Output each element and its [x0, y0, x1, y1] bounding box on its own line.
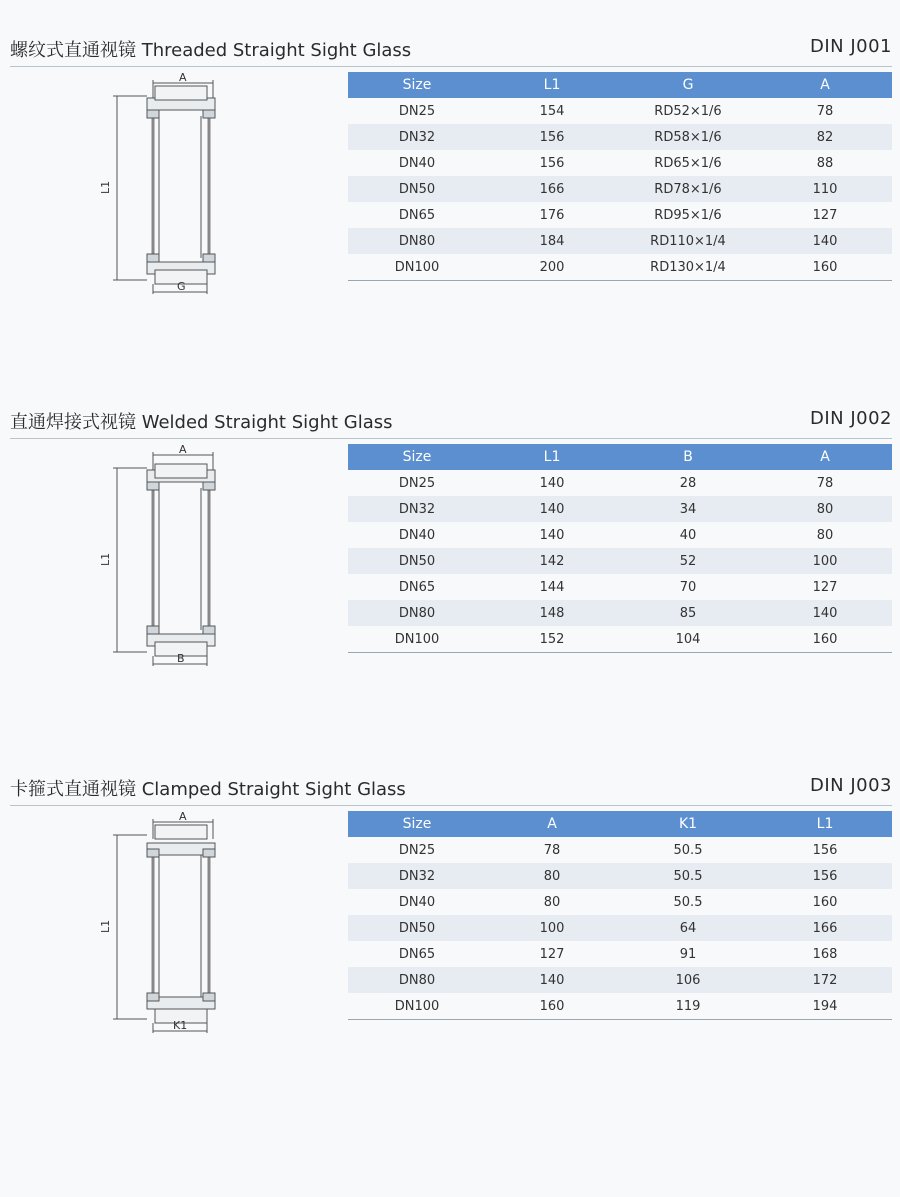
table-cell: 88	[816, 155, 834, 171]
table-cell: 140	[539, 527, 565, 543]
table-cell: DN65	[398, 579, 436, 595]
table-cell: 104	[618, 626, 758, 653]
top-neck	[155, 825, 207, 839]
table-cell: 78	[816, 475, 834, 491]
table-row	[348, 548, 892, 574]
table-cell: RD110×1/4	[618, 228, 758, 254]
nut	[147, 849, 159, 857]
table-cell: 156	[539, 155, 565, 171]
table-row	[348, 967, 892, 993]
table-header-row	[348, 444, 892, 470]
column-header: L1	[486, 72, 618, 98]
sight-glass-drawing	[95, 444, 245, 666]
table-row	[348, 98, 892, 124]
table-cell: 50.5	[618, 863, 758, 889]
table-cell: 160	[758, 626, 892, 653]
dim-label-side: L1	[99, 919, 112, 933]
table-cell: 140	[486, 496, 618, 522]
dim-label-bottom: G	[177, 280, 186, 293]
section-welded	[0, 408, 900, 708]
table-cell: DN25	[398, 103, 436, 119]
table-cell: 140	[486, 967, 618, 993]
table-cell: 156	[758, 863, 892, 889]
nut	[203, 482, 215, 490]
table-cell: 78	[816, 103, 834, 119]
nut	[203, 626, 215, 634]
table-cell: 168	[812, 946, 838, 962]
table-row	[348, 228, 892, 254]
table-cell: RD95×1/6	[654, 207, 722, 223]
table-cell: 176	[539, 207, 565, 223]
table-cell: 100	[758, 548, 892, 574]
table-row	[348, 863, 892, 889]
sight-glass-drawing	[95, 811, 245, 1033]
table-row	[348, 470, 892, 496]
spec-table	[348, 444, 892, 653]
table-cell: DN65	[398, 207, 436, 223]
title-divider	[10, 805, 892, 806]
nut	[203, 849, 215, 857]
table-row	[348, 522, 892, 548]
table-cell: DN80	[348, 967, 486, 993]
column-header: Size	[348, 811, 486, 837]
table-cell: 140	[539, 475, 565, 491]
table-header-row	[348, 72, 892, 98]
nut	[147, 482, 159, 490]
section-title: 直通焊接式视镜 Welded Straight Sight Glass	[10, 412, 393, 433]
title-divider	[10, 438, 892, 439]
column-header: Size	[348, 444, 486, 470]
table-header-row	[348, 811, 892, 837]
table-cell: 40	[679, 527, 697, 543]
table-cell: 119	[618, 993, 758, 1020]
table-cell: 127	[812, 207, 838, 223]
section-threaded	[0, 36, 900, 336]
table-cell: 127	[539, 946, 565, 962]
table-cell: DN40	[398, 894, 436, 910]
table-cell: 160	[812, 894, 838, 910]
table-row	[348, 496, 892, 522]
column-header: A	[486, 811, 618, 837]
spec-table	[348, 72, 892, 281]
table-cell: 200	[486, 254, 618, 281]
column-header: K1	[618, 811, 758, 837]
table-cell: 166	[758, 915, 892, 941]
table-row	[348, 150, 892, 176]
table-cell: 100	[486, 915, 618, 941]
table-row	[348, 574, 892, 600]
table-cell: DN80	[348, 600, 486, 626]
table-cell: 194	[758, 993, 892, 1020]
table-row	[348, 254, 892, 281]
table-cell: 142	[486, 548, 618, 574]
nut	[203, 110, 215, 118]
table-cell: 28	[679, 475, 697, 491]
table-cell: RD65×1/6	[654, 155, 722, 171]
table-cell: DN100	[348, 993, 486, 1020]
table-cell: 154	[539, 103, 565, 119]
table-cell: DN100	[348, 626, 486, 653]
table-cell: RD58×1/6	[618, 124, 758, 150]
table-cell: 80	[486, 863, 618, 889]
table-cell: 156	[486, 124, 618, 150]
table-cell: DN50	[348, 176, 486, 202]
table-cell: DN32	[348, 124, 486, 150]
nut	[147, 110, 159, 118]
section-clamped	[0, 775, 900, 1075]
column-header: Size	[348, 72, 486, 98]
nut	[147, 993, 159, 1001]
table-cell: RD130×1/4	[618, 254, 758, 281]
table-cell: 91	[679, 946, 697, 962]
table-cell: 184	[486, 228, 618, 254]
dim-label-side: L1	[99, 552, 112, 566]
table-cell: 160	[486, 993, 618, 1020]
table-cell: 127	[812, 579, 838, 595]
table-cell: 34	[618, 496, 758, 522]
table-cell: 52	[618, 548, 758, 574]
table-row	[348, 941, 892, 967]
standard-code: DIN J001	[809, 36, 892, 57]
spec-table	[348, 811, 892, 1020]
table-cell: 70	[679, 579, 697, 595]
table-cell: DN32	[348, 496, 486, 522]
standard-code: DIN J003	[809, 775, 892, 796]
table-cell: 166	[486, 176, 618, 202]
table-row	[348, 993, 892, 1020]
table-cell: 80	[543, 894, 561, 910]
table-row	[348, 600, 892, 626]
dim-label-side: L1	[99, 180, 112, 194]
table-cell: DN40	[398, 155, 436, 171]
table-cell: DN50	[348, 548, 486, 574]
column-header: B	[618, 444, 758, 470]
table-cell: 152	[486, 626, 618, 653]
table-cell: DN25	[398, 842, 436, 858]
table-cell: 50.5	[673, 842, 703, 858]
table-cell: 140	[758, 228, 892, 254]
title-divider	[10, 66, 892, 67]
table-cell: 156	[812, 842, 838, 858]
table-cell: DN25	[398, 475, 436, 491]
nut	[147, 254, 159, 262]
table-cell: 160	[758, 254, 892, 281]
table-cell: DN40	[398, 527, 436, 543]
table-row	[348, 176, 892, 202]
table-cell: 80	[758, 496, 892, 522]
table-cell: 140	[758, 600, 892, 626]
table-row	[348, 124, 892, 150]
dim-label-bottom: B	[177, 652, 185, 665]
table-cell: DN65	[398, 946, 436, 962]
column-header: G	[618, 72, 758, 98]
table-cell: 78	[543, 842, 561, 858]
standard-code: DIN J002	[809, 408, 892, 429]
column-header: A	[758, 444, 892, 470]
column-header: L1	[486, 444, 618, 470]
top-neck	[155, 464, 207, 478]
table-cell: RD78×1/6	[618, 176, 758, 202]
table-cell: 148	[486, 600, 618, 626]
table-cell: DN80	[348, 228, 486, 254]
section-title: 卡箍式直通视镜 Clamped Straight Sight Glass	[10, 779, 406, 800]
top-neck	[155, 86, 207, 100]
nut	[203, 993, 215, 1001]
column-header: A	[758, 72, 892, 98]
table-row	[348, 626, 892, 653]
table-row	[348, 202, 892, 228]
table-row	[348, 915, 892, 941]
table-cell: 80	[816, 527, 834, 543]
table-cell: DN32	[348, 863, 486, 889]
table-row	[348, 889, 892, 915]
nut	[203, 254, 215, 262]
dim-label-bottom: K1	[173, 1019, 188, 1032]
table-cell: RD52×1/6	[654, 103, 722, 119]
dim-label-top: A	[179, 811, 187, 823]
dim-label-top: A	[179, 444, 187, 456]
table-cell: 144	[539, 579, 565, 595]
table-cell: 106	[618, 967, 758, 993]
table-cell: 85	[618, 600, 758, 626]
dim-label-top: A	[179, 72, 187, 84]
table-cell: 64	[618, 915, 758, 941]
table-row	[348, 837, 892, 863]
table-cell: 110	[758, 176, 892, 202]
nut	[147, 626, 159, 634]
section-title: 螺纹式直通视镜 Threaded Straight Sight Glass	[10, 40, 412, 61]
table-cell: 82	[758, 124, 892, 150]
table-cell: DN100	[348, 254, 486, 281]
column-header: L1	[758, 811, 892, 837]
table-cell: 172	[758, 967, 892, 993]
sight-glass-drawing	[95, 72, 245, 294]
table-cell: DN50	[348, 915, 486, 941]
table-cell: 50.5	[673, 894, 703, 910]
